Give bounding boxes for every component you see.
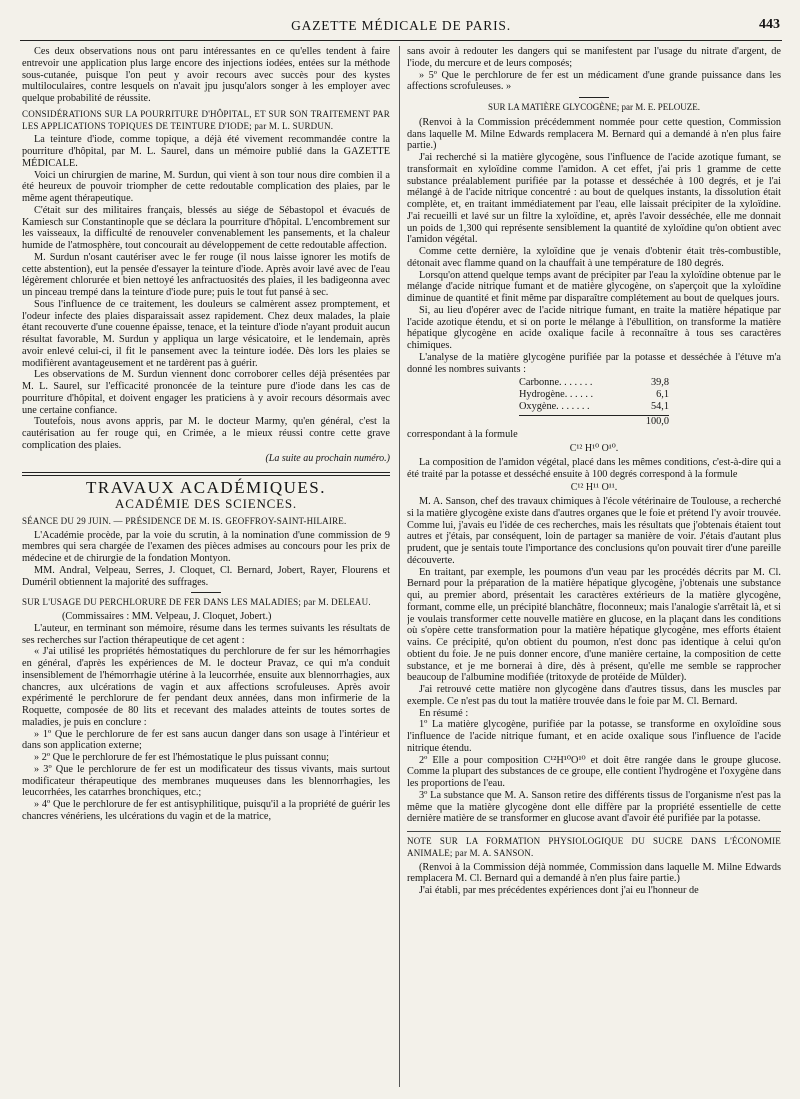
- element-value: 54,1: [650, 400, 669, 412]
- element-value: 6,1: [656, 389, 669, 400]
- sanson-article-title: NOTE SUR LA FORMATION PHYSIOLOGIQUE DU SUCRE DANS L'ÉCONOMIE ANIMALE; par M. A. SANSON.: [407, 836, 781, 858]
- element-name: Carbonne. . . . . . .: [519, 377, 593, 389]
- surdun-paragraph: Les observations de M. Surdun viennent donc corroborer celles déjà présentées par M. L. Saurel, sur l'efficacité prononcée de la teinture pure d'iode dans les cas de pourriture d'hôpital, et doivent engager les praticiens à y avoir recours désormais avec une certaine confiance.: [22, 369, 390, 416]
- surdun-paragraph: C'était sur des militaires français, blessés au siége de Sébastopol et évacués de Kamiesch sur Constantinople que se déclara la pourriture d'hôpital. L'encombrement sur les vaisseaux, la difficulté de renouveler convenablement les pansements, et la chaleur humide de l'atmosphère, tout concourait au développement de cette redoutable affection.: [22, 204, 390, 251]
- pelouze-article-title: SUR LA MATIÈRE GLYCOGÈNE; par M. E. PELOUZE.: [487, 102, 701, 112]
- pelouze-paragraph: J'ai recherché si la matière glycogène, sous l'influence de l'acide azotique fumant, se transformait en xyloïdine comme l'amidon. A cet effet, j'ai pris 1 gramme de cette substance préalablement purifiée par la potasse et desséchée à 100 degrés, et je l'ai mélangé à de l'acide nitrique concentré : au bout de quelques instants, la dissolution était complète, et, en traitant immédiatement par l'eau, elle laissait précipiter de la xyloïdine. J'ai recueilli et lavé sur un filtre la xyloïdine, et, après l'avoir desséchée, elle me donnait un poids de 1,300 qui représente sensiblement la quantité de xyloïdine qu'on obtient avec l'amidon végétal.: [407, 152, 781, 246]
- surdun-paragraph: Toutefois, nous avons appris, par M. le docteur Marmy, qu'en général, c'est la cautérisation au fer rouge qui, en Crimée, a le mieux réussi contre cette grave complication des plaies.: [22, 416, 390, 451]
- element-value: 39,8: [650, 377, 669, 389]
- left-column: [22, 46, 390, 1089]
- page-number: 443: [759, 17, 780, 32]
- short-rule: [579, 97, 609, 98]
- formula-amidon: C¹² H¹¹ O¹¹.: [570, 482, 618, 494]
- continued-note: (La suite au prochain numéro.): [265, 452, 390, 464]
- commissaires-note: (Commissaires : MM. Velpeau, J. Cloquet, Jobert.): [62, 611, 272, 622]
- sanson-paragraph: J'ai retrouvé cette matière non glycogène dans d'autres tissus, dans les muscles par exemple. Ce n'est pas du tout la matière trouvée dans le foie par M. Cl. Bernard.: [407, 684, 781, 707]
- deleau-article-title: SUR L'USAGE DU PERCHLORURE DE FER DANS LES MALADIES; par M. DELEAU.: [22, 597, 371, 608]
- right-column: [407, 46, 781, 1089]
- surdun-article-title: CONSIDÉRATIONS SUR LA POURRITURE D'HÔPITAL, ET SUR SON TRAITEMENT PAR LES APPLICATIONS TOPIQUES DE TEINTURE D'IODE; par M. L. SURDUN.: [22, 108, 390, 131]
- starch-paragraph: La composition de l'amidon végétal, placé dans les mêmes conditions, c'est-à-dire qui a été traité par la potasse et desséché ensuite à 100 degrés correspond à la formule: [407, 456, 781, 480]
- section-rule: [22, 472, 390, 473]
- deleau-paragraph: L'auteur, en terminant son mémoire, résume dans les termes suivants les résultats de ses recherches sur l'action thérapeutique de cet agent :: [22, 622, 390, 646]
- surdun-paragraph: Sous l'influence de ce traitement, les douleurs se calmèrent assez promptement, et l'odeur infecte des plaies disparaissait assez rapidement. Chez deux malades, la plaie étant recouverte d'une couenne épaisse, tenace, et la teinture d'iode n'ayant produit aucun résultat favorable, M. Surdun y appliqua un large vésicatoire, et le lendemain, après avoir enlevé celui-ci, il fit le pansement avec la teinture iodée. Dès lors les plaies se modifièrent avantageusement et ne tardèrent pas à guérir.: [22, 298, 390, 369]
- composition-row: [519, 401, 669, 413]
- seance-heading: SÉANCE DU 29 JUIN. — PRÉSIDENCE DE M. IS. GEOFFROY-SAINT-HILAIRE.: [22, 515, 347, 526]
- pelouze-paragraph: (Renvoi à la Commission précédemment nommée pour cette question, Commission dans laquelle M. Milne Edwards remplacera M. Bernard qui a demandé à n'en plus faire partie.): [407, 116, 781, 152]
- sanson-note-paragraph: (Renvoi à la Commission déjà nommée, Commission dans laquelle M. Milne Edwards remplacera M. Cl. Bernard qui a demandé à n'en plus faire partie.): [407, 861, 781, 885]
- pelouze-paragraph: Si, au lieu d'opérer avec de l'acide nitrique fumant, en traite la matière hépatique par l'acide azotique étendu, et si on porte le mélange à l'ébullition, on transforme la matière hépatique glycogène en acide oxalique facile à reconnaître à tous ses caractères chimiques.: [407, 304, 781, 351]
- academy-paragraph: MM. Andral, Velpeau, Serres, J. Cloquet, Cl. Bernard, Jobert, Rayer, Flourens et Duméril obtiennent la majorité des suffrages.: [22, 564, 390, 588]
- short-rule: [191, 592, 221, 593]
- surdun-paragraph: M. Surdun n'osant cautériser avec le fer rouge (il nous laisse ignorer les motifs de cette abstention), eut la pensée d'essayer la teinture d'iode. Après avoir lavé avec de l'eau légèrement chlorurée et bien nettoyé les anfractuosités des plaies, il les badigeonna avec un pinceau trempé dans la teinture d'iode pure; puis le tout fut pansé à sec.: [22, 251, 390, 298]
- composition-table: [519, 377, 781, 427]
- element-name: Oxygène. . . . . . .: [519, 400, 590, 412]
- page-header: [20, 14, 782, 41]
- sanson-paragraph: 2º Elle a pour composition C¹²H¹⁰O¹⁰ et doit être rangée dans le groupe glucose. Comme la plupart des substances de ce groupe, elle contient l'hydrogène et l'oxygène dans les proportions de l'eau.: [407, 754, 781, 789]
- surdun-paragraph: La teinture d'iode, comme topique, a déjà été vivement recommandée contre la pourriture d'hôpital, par M. L. Saurel, dans un mémoire publié dans la GAZETTE MÉDICALE.: [22, 134, 390, 169]
- formula-glycogene: C¹² H¹⁰ O¹⁰.: [569, 443, 619, 454]
- section-rule-thin: [22, 475, 390, 476]
- sanson-paragraph: 1º La matière glycogène, purifiée par la potasse, se transforme en oxyloïdine sous l'influence de l'acide nitrique fumant, et en acide oxalique sous l'influence de l'acide nitrique étendu.: [407, 719, 781, 754]
- element-name: Hydrogène. . . . . .: [519, 389, 594, 400]
- section-title: TRAVAUX ACADÉMIQUES.: [85, 478, 326, 498]
- column-divider: [399, 46, 400, 1087]
- composition-row: [519, 377, 669, 389]
- academy-paragraph: L'Académie procède, par la voie du scrutin, à la nomination d'une commission de 9 membres qui sera chargée de l'examen des pièces admises au concours pour les prix de médecine et de chirurgie de la fondation Montyon.: [22, 529, 390, 564]
- section-rule: [407, 831, 781, 832]
- sanson-paragraph: 3º La substance que M. A. Sanson retire des différents tissus de l'organisme n'est pas la même que la matière glycogène dont elle diffère par la propriété essentielle de cette dernière matière de se transformer en glucose avant d'avoir été purifiée par la potasse.: [407, 789, 781, 825]
- running-title: GAZETTE MÉDICALE DE PARIS.: [291, 18, 511, 33]
- continuation-paragraph: sans avoir à redouter les dangers qui se manifestent par l'usage du nitrate d'argent, de l'iode, du mercure et de leurs composés;: [407, 46, 781, 69]
- formula-lead: correspondant à la formule: [407, 429, 518, 441]
- sanson-paragraph: M. A. Sanson, chef des travaux chimiques à l'école vétérinaire de Toulouse, a recherché si la matière glycogène existe dans d'autres organes que le foie et prétend l'y avoir trouvée. Comme lui, j'avais eu l'idée de ces recherches, mais les résultats que j'obtenais étaient tout autres et j'étais, par conséquent, loin de partager sa manière de voir. J'étais d'autant plus prudent, que je sentais toute l'importance des conclusions qu'on pouvait tirer d'une pareille découverte.: [407, 496, 781, 566]
- conclusion-point: » 5º Que le perchlorure de fer est un médicament d'une grande puissance dans les affections scrofuleuses. »: [407, 69, 781, 93]
- intro-paragraph: Ces deux observations nous ont paru intéressantes en ce qu'elles tendent à faire entrevoir une application plus large encore des injections iodées, entées sur la méthode sous-cutanée, puisque l'on peut y avoir recours avec succès pour des kystes multiloculaires, contre lesquels on n'avait jpu jusqu'alors songer à les employer avec quelque probabilité de réussite.: [22, 46, 390, 104]
- sanson-paragraph: En traitant, par exemple, les poumons d'un veau par les procédés décrits par M. Cl. Bernard pour la préparation de la matière hépatique glycogène, j'obtenais une substance qui, au premier abord, présentait les caractères extérieurs de la matière glycogène, formant, comme elle, un précipité blanchâtre, floconneux; mais l'analogie s'arrêtait là, et si je voulais transformer cette nouvelle matière en glucose, en la plaçant dans les conditions où s'opère cette transformation pour la matière hépatique glycogène, mes efforts étaient vains. Ce précipité, qu'on obtient du poumon, n'est donc pas identique à celui qu'on obtient du foie. Je ne puis donner encore, d'une manière certaine, la composition de cette substance, et je me bornerai à dire, dès à présent, qu'elle me semble se rapprocher beaucoup de l'albumine modifiée (tritoxyde de protéide de Mülder).: [407, 566, 781, 684]
- deleau-paragraph: » 3º Que le perchlorure de fer est un modificateur des tissus vivants, mais surtout modificateur thérapeutique des membranes muqueuses dans les blennorrhagies, les leucorrhées, les catarrhes bronchiques, etc.;: [22, 763, 390, 799]
- pelouze-paragraph: Comme cette dernière, la xyloïdine que je venais d'obtenir était très-combustible, détonait avec flamme quand on la chauffait à une température de 180 degrés.: [407, 246, 781, 269]
- deleau-paragraph: » 1º Que le perchlorure de fer est sans aucun danger dans son usage à l'intérieur et dans son application externe;: [22, 728, 390, 752]
- surdun-paragraph: Voici un chirurgien de marine, M. Surdun, qui vient à son tour nous dire combien il a été heureux de pouvoir triompher de cette redoutable complication des plaies, par le même agent thérapeutique.: [22, 169, 390, 204]
- deleau-paragraph: » 2º Que le perchlorure de fer est l'hémostatique le plus puissant connu;: [34, 752, 329, 763]
- composition-row: [519, 389, 669, 401]
- deleau-paragraph: » 4º Que le perchlorure de fer est antisyphilitique, puisqu'il a la propriété de guérir les chancres vénériens, les ulcérations du vagin et de la matrice,: [22, 799, 390, 822]
- pelouze-paragraph: Lorsqu'on attend quelque temps avant de précipiter par l'eau la xyloïdine obtenue par le mélange d'acide nitrique fumant et de matière glycogène, on s'aperçoit que la xyloïdine diminue de quantité et finit même par disparaître complétement au bout de quelques jours.: [407, 269, 781, 304]
- sanson-note-paragraph: J'ai établi, par mes précédentes expériences dont j'ai eu l'honneur de: [419, 885, 699, 896]
- composition-total: 100,0: [519, 415, 669, 428]
- sanson-paragraph: En résumé :: [419, 707, 469, 719]
- deleau-paragraph: « J'ai utilisé les propriétés hémostatiques du perchlorure de fer sur les hémorrhagies en général, d'après les expériences de M. le docteur Pravaz, ce qui m'a conduit insensiblement de l'hémorrhagie utérine à la leucorrhée, ensuite aux blennorrhagies, aux chancres, aux ulcérations de vagin et aux affections scrofuleuses. Après avoir expérimenté le perchlorure de fer pendant deux années, dans mon infirmerie de la Roquette, composée de 80 lits et recevant des malades atteints de toutes sortes de maladies, je puis en conclure :: [22, 646, 390, 728]
- pelouze-paragraph: L'analyse de la matière glycogène purifiée par la potasse et desséchée à l'étuve m'a donné les nombres suivants :: [407, 351, 781, 375]
- academy-title: ACADÉMIE DES SCIENCES.: [115, 496, 297, 511]
